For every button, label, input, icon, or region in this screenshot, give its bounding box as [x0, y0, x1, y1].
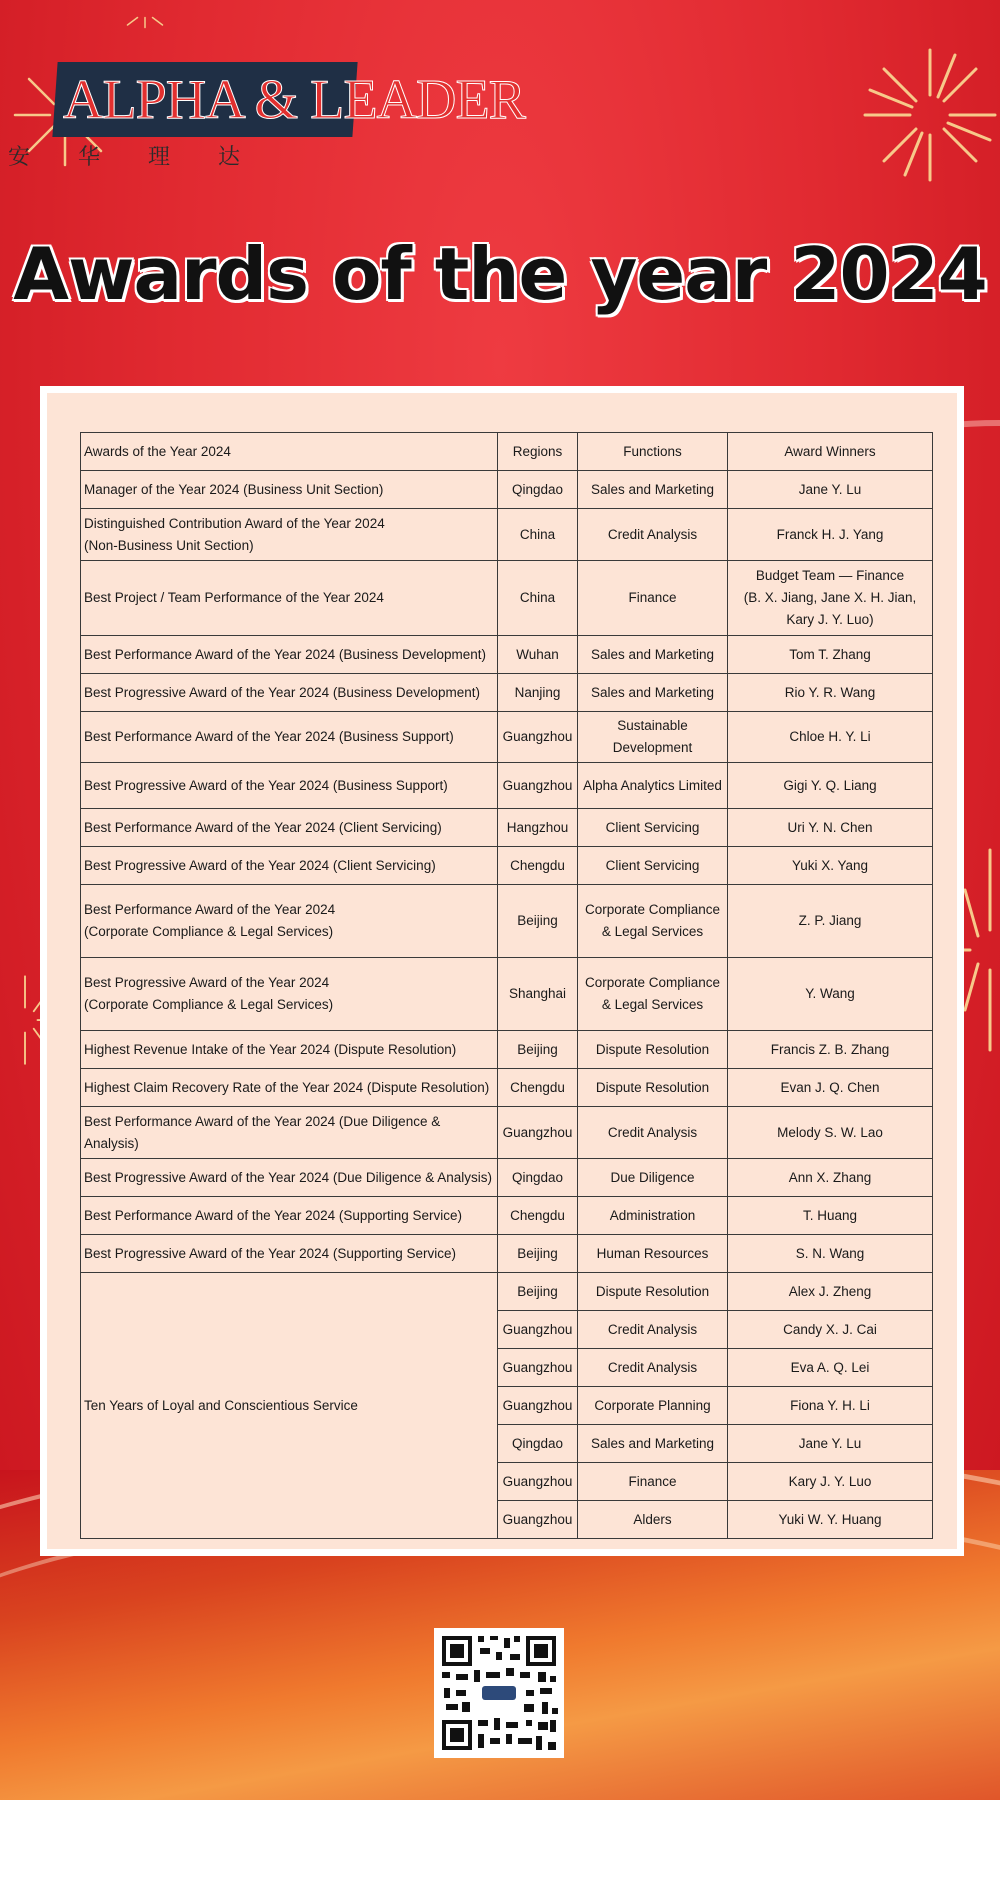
award-name: Best Progressive Award of the Year 2024 (Business Development) — [81, 674, 498, 712]
region: Chengdu — [498, 847, 578, 885]
award-winner: Jane Y. Lu — [728, 471, 933, 509]
logo-text: ALPHA & LEADER — [63, 69, 525, 131]
award-winner: Gigi Y. Q. Liang — [728, 763, 933, 809]
function: Sales and Marketing — [578, 674, 728, 712]
award-winner: Yuki W. Y. Huang — [728, 1501, 933, 1539]
region: Shanghai — [498, 958, 578, 1031]
function: Credit Analysis — [578, 1107, 728, 1159]
region: Chengdu — [498, 1069, 578, 1107]
region: Guangzhou — [498, 763, 578, 809]
region: Guangzhou — [498, 1501, 578, 1539]
award-name: Best Project / Team Performance of the Year 2024 — [81, 561, 498, 636]
award-name: Best Progressive Award of the Year 2024 (Corporate Compliance & Legal Services) — [81, 958, 498, 1031]
header-function: Functions — [578, 433, 728, 471]
region: Guangzhou — [498, 1463, 578, 1501]
function: Dispute Resolution — [578, 1273, 728, 1311]
award-winner: Ann X. Zhang — [728, 1159, 933, 1197]
table-row — [81, 1107, 933, 1159]
region: Wuhan — [498, 636, 578, 674]
page-title: Awards of the year 2024 — [13, 232, 987, 316]
table-row — [81, 958, 933, 1031]
award-winner: Chloe H. Y. Li — [728, 712, 933, 763]
award-winner: Tom T. Zhang — [728, 636, 933, 674]
award-name: Ten Years of Loyal and Conscientious Service — [81, 1273, 498, 1539]
award-name: Best Performance Award of the Year 2024 (Supporting Service) — [81, 1197, 498, 1235]
award-winner: Kary J. Y. Luo — [728, 1463, 933, 1501]
region: Nanjing — [498, 674, 578, 712]
award-winner: Francis Z. B. Zhang — [728, 1031, 933, 1069]
header-winners: Award Winners — [728, 433, 933, 471]
function: Corporate Compliance & Legal Services — [578, 958, 728, 1031]
table-row — [81, 509, 933, 561]
region: Beijing — [498, 885, 578, 958]
function: Finance — [578, 561, 728, 636]
table-row — [81, 712, 933, 763]
table-row — [81, 561, 933, 636]
region: Chengdu — [498, 1197, 578, 1235]
region: Beijing — [498, 1235, 578, 1273]
table-row — [81, 1069, 933, 1107]
award-winner: Melody S. W. Lao — [728, 1107, 933, 1159]
award-winner: Yuki X. Yang — [728, 847, 933, 885]
function: Due Diligence — [578, 1159, 728, 1197]
function: Corporate Planning — [578, 1387, 728, 1425]
function: Administration — [578, 1197, 728, 1235]
award-winner: Rio Y. R. Wang — [728, 674, 933, 712]
region: Beijing — [498, 1031, 578, 1069]
award-winner: Y. Wang — [728, 958, 933, 1031]
award-name: Best Performance Award of the Year 2024 (Due Diligence & Analysis) — [81, 1107, 498, 1159]
function: Corporate Compliance & Legal Services — [578, 885, 728, 958]
award-winner: S. N. Wang — [728, 1235, 933, 1273]
award-name: Best Performance Award of the Year 2024 (Business Development) — [81, 636, 498, 674]
function: Credit Analysis — [578, 1311, 728, 1349]
region: Guangzhou — [498, 1311, 578, 1349]
table-row — [81, 809, 933, 847]
qr-code-icon[interactable] — [434, 1628, 564, 1758]
region: Qingdao — [498, 1425, 578, 1463]
function: Client Servicing — [578, 809, 728, 847]
region: Qingdao — [498, 1159, 578, 1197]
award-name: Best Progressive Award of the Year 2024 (Due Diligence & Analysis) — [81, 1159, 498, 1197]
table-row — [81, 636, 933, 674]
region: China — [498, 509, 578, 561]
function: Client Servicing — [578, 847, 728, 885]
region: Guangzhou — [498, 1387, 578, 1425]
table-row — [81, 1273, 933, 1311]
award-name: Best Performance Award of the Year 2024 (Corporate Compliance & Legal Services) — [81, 885, 498, 958]
header-award: Awards of the Year 2024 — [81, 433, 498, 471]
table-row — [81, 471, 933, 509]
firework-icon — [860, 40, 1000, 190]
award-name: Distinguished Contribution Award of the Year 2024 (Non-Business Unit Section) — [81, 509, 498, 561]
function: Sustainable Development — [578, 712, 728, 763]
region: Guangzhou — [498, 1107, 578, 1159]
award-name: Best Progressive Award of the Year 2024 (Business Support) — [81, 763, 498, 809]
award-name: Best Progressive Award of the Year 2024 (Supporting Service) — [81, 1235, 498, 1273]
award-name: Highest Claim Recovery Rate of the Year 2024 (Dispute Resolution) — [81, 1069, 498, 1107]
function: Sales and Marketing — [578, 471, 728, 509]
function: Alpha Analytics Limited — [578, 763, 728, 809]
region: Beijing — [498, 1273, 578, 1311]
function: Dispute Resolution — [578, 1031, 728, 1069]
company-logo — [55, 60, 525, 140]
award-winner: Franck H. J. Yang — [728, 509, 933, 561]
function: Dispute Resolution — [578, 1069, 728, 1107]
function: Sales and Marketing — [578, 1425, 728, 1463]
table-row — [81, 674, 933, 712]
awards-table — [80, 432, 933, 1539]
table-row — [81, 1159, 933, 1197]
table-row — [81, 847, 933, 885]
table-header-row — [81, 433, 933, 471]
function: Finance — [578, 1463, 728, 1501]
award-winner: Jane Y. Lu — [728, 1425, 933, 1463]
table-row — [81, 885, 933, 958]
function: Alders — [578, 1501, 728, 1539]
award-winner: Uri Y. N. Chen — [728, 809, 933, 847]
table-row — [81, 1031, 933, 1069]
award-name: Highest Revenue Intake of the Year 2024 (Dispute Resolution) — [81, 1031, 498, 1069]
award-winner: Budget Team — Finance (B. X. Jiang, Jane X. H. Jian, Kary J. Y. Luo) — [728, 561, 933, 636]
award-winner: T. Huang — [728, 1197, 933, 1235]
award-winner: Eva A. Q. Lei — [728, 1349, 933, 1387]
award-winner: Alex J. Zheng — [728, 1273, 933, 1311]
firework-icon — [960, 840, 1000, 1060]
firework-icon — [90, 0, 200, 30]
table-row — [81, 1197, 933, 1235]
award-winner: Z. P. Jiang — [728, 885, 933, 958]
logo-chinese-name: 安华理达 — [8, 145, 289, 170]
award-winner: Fiona Y. H. Li — [728, 1387, 933, 1425]
region: Hangzhou — [498, 809, 578, 847]
region: China — [498, 561, 578, 636]
function: Sales and Marketing — [578, 636, 728, 674]
table-row — [81, 763, 933, 809]
function: Human Resources — [578, 1235, 728, 1273]
header-region: Regions — [498, 433, 578, 471]
award-name: Best Performance Award of the Year 2024 (Client Servicing) — [81, 809, 498, 847]
award-name: Best Performance Award of the Year 2024 (Business Support) — [81, 712, 498, 763]
region: Guangzhou — [498, 712, 578, 763]
award-name: Manager of the Year 2024 (Business Unit Section) — [81, 471, 498, 509]
region: Guangzhou — [498, 1349, 578, 1387]
award-winner: Candy X. J. Cai — [728, 1311, 933, 1349]
award-winner: Evan J. Q. Chen — [728, 1069, 933, 1107]
table-row — [81, 1235, 933, 1273]
function: Credit Analysis — [578, 1349, 728, 1387]
region: Qingdao — [498, 471, 578, 509]
function: Credit Analysis — [578, 509, 728, 561]
award-name: Best Progressive Award of the Year 2024 (Client Servicing) — [81, 847, 498, 885]
